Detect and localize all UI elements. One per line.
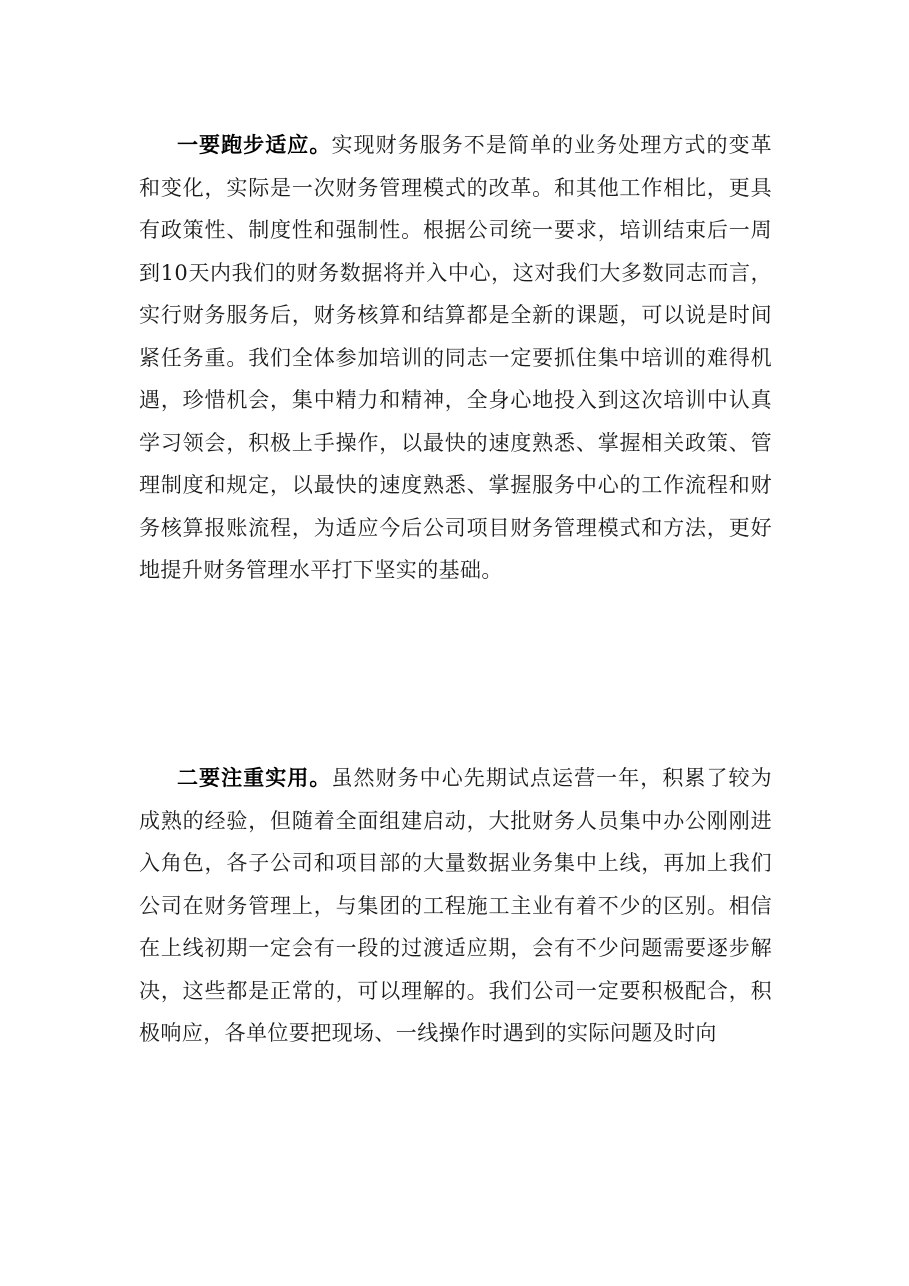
paragraph-1-lead: 一要跑步适应。	[177, 132, 332, 157]
paragraph-1	[139, 124, 772, 592]
paragraph-2	[139, 757, 772, 1055]
paragraph-1-body: 实现财务服务不是简单的业务处理方式的变革和变化，实际是一次财务管理模式的改革。和其他工作相比，更具有政策性、制度性和强制性。根据公司统一要求，培训结束后一周到10天内我们的财务数据将并入中心，这对我们大多数同志而言，实行财务服务后，财务核算和结算都是全新的课题，可以说是时间紧任务重。我们全体参加培训的同志一定要抓住集中培训的难得机遇，珍惜机会，集中精力和精神，全身心地投入到这次培训中认真学习领会，积极上手操作，以最快的速度熟悉、掌握相关政策、管理制度和规定，以最快的速度熟悉、掌握服务中心的工作流程和财务核算报账流程，为适应今后公司项目财务管理模式和方法，更好地提升财务管理水平打下坚实的基础。	[139, 133, 772, 582]
paragraph-2-body: 虽然财务中心先期试点运营一年，积累了较为成熟的经验，但随着全面组建启动，大批财务人员集中办公刚刚进入角色，各子公司和项目部的大量数据业务集中上线，再加上我们公司在财务管理上，与集团的工程施工主业有着不少的区别。相信在上线初期一定会有一段的过渡适应期，会有不少问题需要逐步解决，这些都是正常的，可以理解的。我们公司一定要积极配合，积极响应，各单位要把现场、一线操作时遇到的实际问题及时向	[139, 766, 772, 1045]
paragraph-2-lead: 二要注重实用。	[177, 765, 332, 790]
